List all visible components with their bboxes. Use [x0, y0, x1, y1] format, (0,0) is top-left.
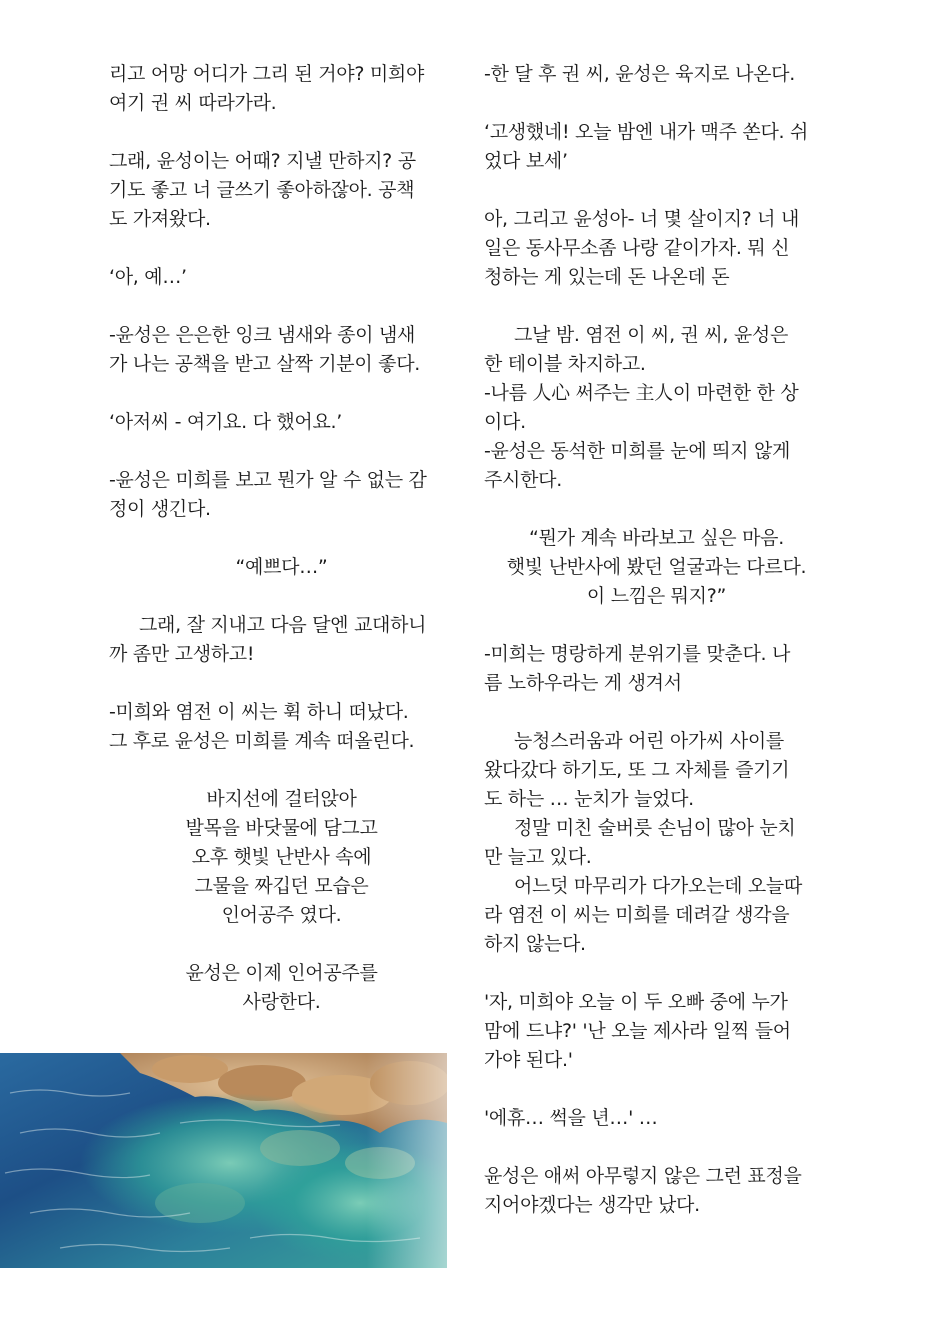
exclamation-quote: “예쁘다…” [235, 556, 328, 578]
closing-line: 윤성은 이제 인어공주를 사랑한다. [185, 962, 378, 1013]
poem-verse: 바지선에 걸터앉아 발목을 바닷물에 담그고 오후 햇빛 난반사 속에 그물을 짜깁던 모습은 인어공주 였다. [185, 788, 378, 926]
sea-rocks-illustration [0, 1053, 447, 1268]
paragraph: -나름 人心 써주는 主人이 마련한 한 상 이다. [484, 382, 799, 433]
paragraph: ‘아, 예…’ [109, 266, 187, 288]
paragraph: 정말 미친 술버릇 손님이 많아 눈치 만 늘고 있다. [484, 817, 796, 868]
edge-fade [0, 1053, 447, 1268]
inner-thought-quote: “뭔가 계속 바라보고 싶은 마음. 햇빛 난반사에 봤던 얼굴과는 다르다. 이 느낌은 뭐지?” [506, 527, 807, 607]
paragraph: -한 달 후 권 씨, 윤성은 육지로 나온다. [484, 63, 795, 85]
paragraph: -미희는 명랑하게 분위기를 맞춘다. 나 름 노하우라는 게 생겨서 [484, 643, 791, 694]
paragraph: -미희와 염전 이 씨는 휙 하니 떠났다. 그 후로 윤성은 미희를 계속 떠올린다. [109, 701, 415, 752]
paragraph: 그래, 윤성이는 어때? 지낼 만하지? 공 기도 좋고 너 글쓰기 좋아하잖아. 공책 도 가져왔다. [109, 150, 416, 230]
dialogue-paragraph: '자, 미희야 오늘 이 두 오빠 중에 누가 맘에 드냐?' '난 오늘 제사라 일찍 들어 가야 된다.' [484, 991, 791, 1071]
paragraph: 아, 그리고 윤성아- 너 몇 살이지? 너 내 일은 동사무소좀 나랑 같이가자. 뭐 신 청하는 게 있는데 돈 나온데 돈 [484, 208, 800, 288]
paragraph: -윤성은 미희를 보고 뭔가 알 수 없는 감 정이 생긴다. [109, 469, 427, 520]
paragraph: 리고 어망 어디가 그리 된 거야? 미희야 여기 권 씨 따라가라. [109, 63, 425, 114]
paragraph: -윤성은 동석한 미희를 눈에 띄지 않게 주시한다. [484, 440, 791, 491]
right-text-column [484, 60, 829, 1249]
paragraph: -윤성은 은은한 잉크 냄새와 종이 냄새 가 나는 공책을 받고 살짝 기분이 좋다. [109, 324, 420, 375]
paragraph: 어느덧 마무리가 다가오는데 오늘따 라 염전 이 씨는 미희를 데려갈 생각을 하지 않는다. [484, 875, 803, 955]
paragraph: ‘고생했네! 오늘 밤엔 내가 맥주 쏜다. 쉬 었다 보세’ [484, 121, 809, 172]
dialogue-paragraph: '에휴… 썩을 년…' … [484, 1107, 658, 1129]
paragraph: 그날 밤. 염전 이 씨, 권 씨, 윤성은 한 테이블 차지하고. [484, 324, 789, 375]
paragraph: 그래, 잘 지내고 다음 달엔 교대하니 까 좀만 고생하고! [109, 614, 427, 665]
paragraph: 윤성은 애써 아무렇지 않은 그런 표정을 지어야겠다는 생각만 났다. [484, 1165, 802, 1216]
paragraph: ‘아저씨 - 여기요. 다 했어요.’ [109, 411, 343, 433]
left-text-column [109, 60, 454, 1046]
sea-rocks-photo [0, 1053, 447, 1268]
paragraph: 능청스러움과 어린 아가씨 사이를 왔다갔다 하기도, 또 그 자체를 즐기기 도 하는 … 눈치가 늘었다. [484, 730, 790, 810]
